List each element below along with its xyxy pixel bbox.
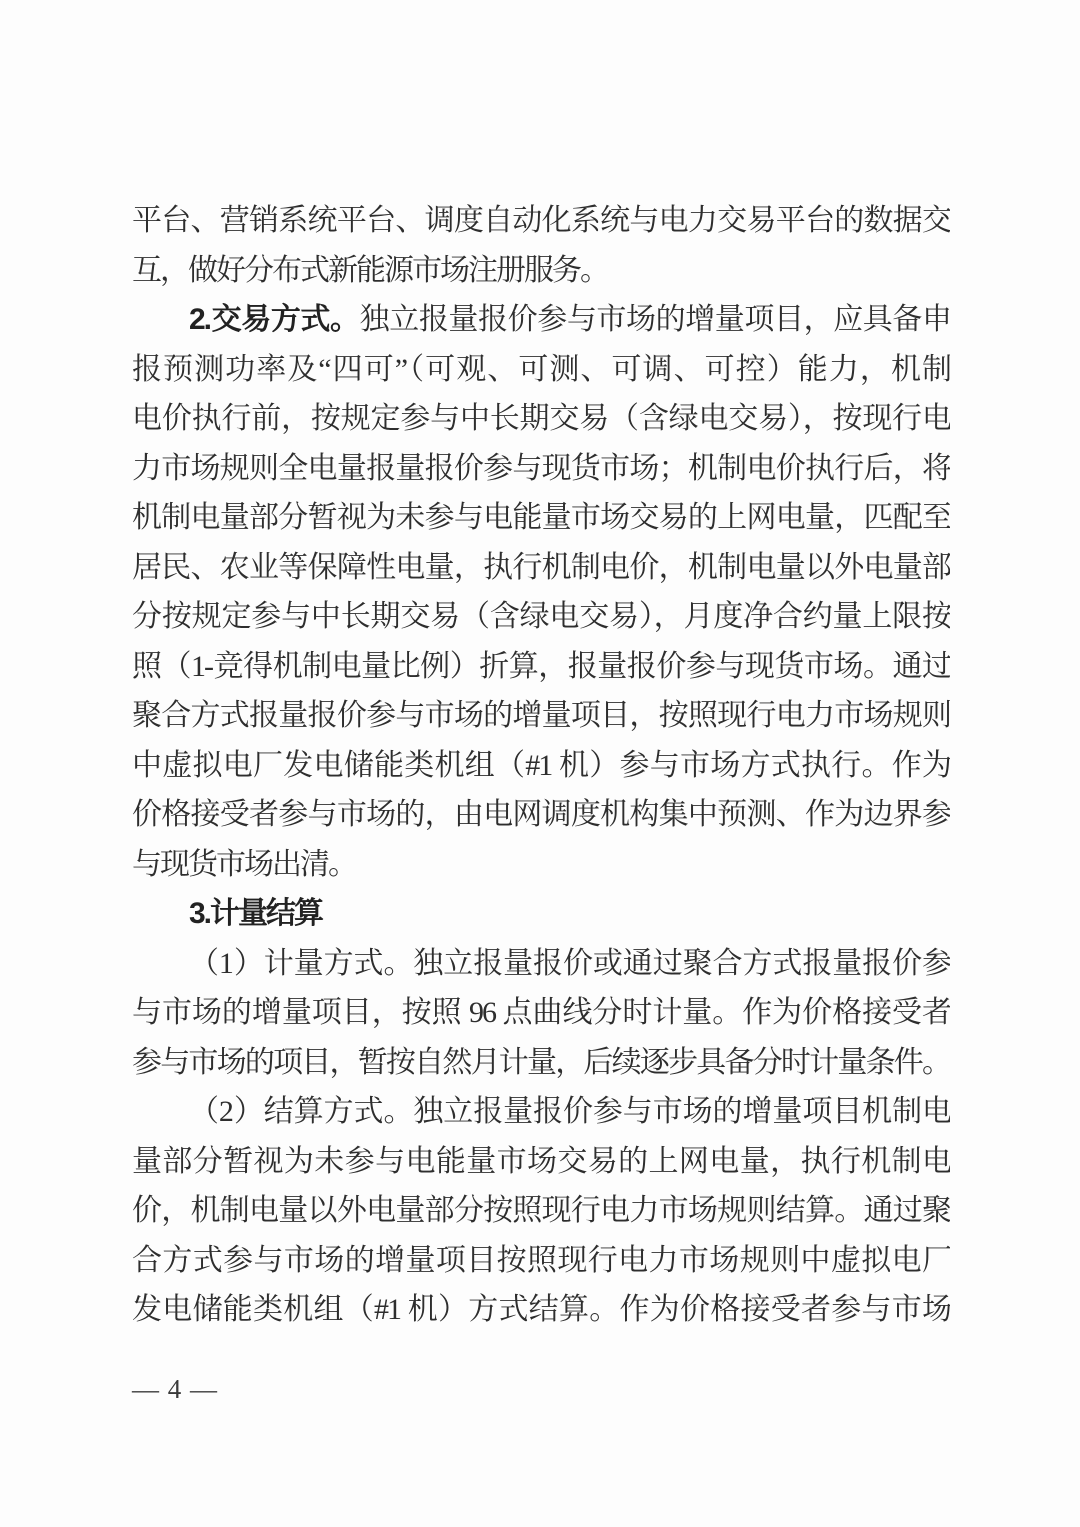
paragraph-lead-bold: 2.交易方式。 <box>189 303 360 336</box>
text-line: 电价执行前，按规定参与中长期交易（含绿电交易），按现行电 <box>132 402 950 435</box>
text-line: 互，做好分布式新能源市场注册服务。 <box>132 253 608 287</box>
heading-metering-settlement <box>132 889 950 939</box>
text-line: 中虚拟电厂发电储能类机组（#1 机）参与市场方式执行。作为 <box>132 748 950 782</box>
text-line: 机制电量部分暂视为未参与电能量市场交易的上网电量，匹配至 <box>132 501 950 534</box>
text-line: 参与市场的项目，暂按自然月计量，后续逐步具备分时计量条件。 <box>132 1045 950 1079</box>
text-line: 平台、营销系统平台、调度自动化系统与电力交易平台的数据交 <box>132 204 950 237</box>
text-line: 发电储能类机组（#1 机）方式结算。作为价格接受者参与市场 <box>132 1293 950 1326</box>
text-line: 分按规定参与中长期交易（含绿电交易），月度净合约量上限按 <box>132 600 950 633</box>
text-line: 价格接受者参与市场的，由电网调度机构集中预测、作为边界参 <box>132 798 950 831</box>
paragraph-continuation <box>132 196 950 295</box>
text-line: 照（1-竞得机制电量比例）折算，报量报价参与现货市场。通过 <box>132 649 950 683</box>
text-run: 独立报量报价参与市场的增量项目，应具备申 <box>359 303 950 336</box>
text-line: 力市场规则全电量报量报价参与现货市场；机制电价执行后，将 <box>132 451 950 485</box>
text-line: （1）计量方式。独立报量报价或通过聚合方式报量报价参 <box>189 946 950 980</box>
text-line: 居民、农业等保障性电量，执行机制电价，机制电量以外电量部 <box>132 550 950 584</box>
text-line: 与现货市场出清。 <box>132 847 356 881</box>
text-line <box>132 295 950 345</box>
text-line <box>132 889 950 939</box>
text-line: 价，机制电量以外电量部分按照现行电力市场规则结算。通过聚 <box>132 1194 950 1227</box>
section-heading-bold: 3.计量结算 <box>189 897 323 930</box>
paragraph-settlement-method <box>132 1087 950 1335</box>
text-line: 合方式参与市场的增量项目按照现行电力市场规则中虚拟电厂 <box>132 1243 950 1277</box>
text-line: 报预测功率及“四可”（可观、可测、可调、可控）能力，机制 <box>132 352 950 386</box>
paragraph-metering-method <box>132 939 950 1088</box>
text-line: 聚合方式报量报价参与市场的增量项目，按照现行电力市场规则 <box>132 699 950 732</box>
page-number: — 4 — <box>132 1373 218 1404</box>
text-line: 与市场的增量项目，按照 96 点曲线分时计量。作为价格接受者 <box>132 996 950 1029</box>
paragraph-trading-method <box>132 295 950 889</box>
text-line: 量部分暂视为未参与电能量市场交易的上网电量，执行机制电 <box>132 1144 950 1178</box>
text-line: （2）结算方式。独立报量报价参与市场的增量项目机制电 <box>189 1095 950 1128</box>
